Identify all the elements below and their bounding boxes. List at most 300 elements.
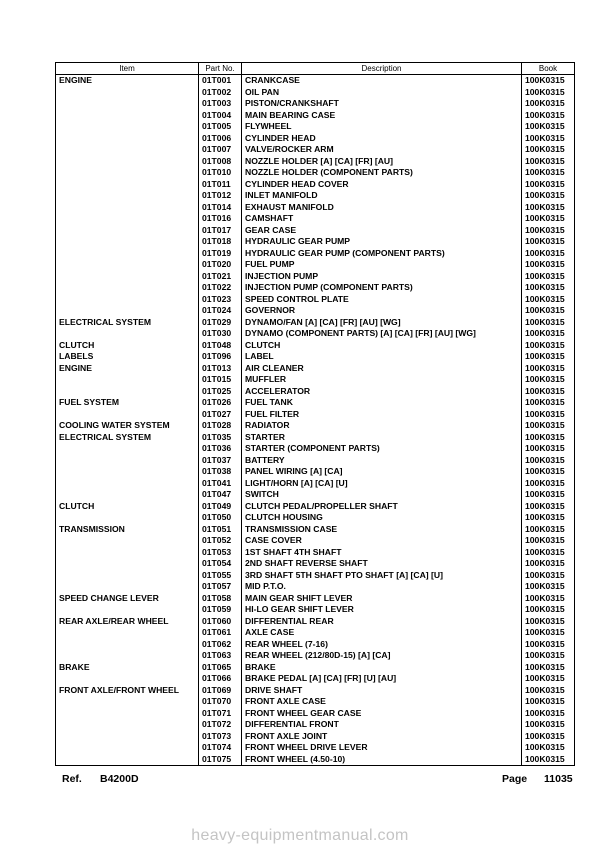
row-description: PISTON/CRANKSHAFT [242, 98, 522, 110]
row-book: 100K0315 [522, 489, 575, 501]
row-description: TRANSMISSION CASE [242, 524, 522, 536]
header-description: Description [242, 63, 522, 75]
table-row [56, 719, 575, 731]
row-part-no: 01T060 [199, 616, 242, 628]
row-item: TRANSMISSION [56, 524, 199, 536]
row-part-no: 01T054 [199, 558, 242, 570]
row-item [56, 121, 199, 133]
row-part-no: 01T061 [199, 627, 242, 639]
row-book: 100K0315 [522, 696, 575, 708]
row-description: HI-LO GEAR SHIFT LEVER [242, 604, 522, 616]
table-row [56, 156, 575, 168]
row-book: 100K0315 [522, 742, 575, 754]
row-description: CLUTCH PEDAL/PROPELLER SHAFT [242, 501, 522, 513]
row-item [56, 673, 199, 685]
row-item: CLUTCH [56, 340, 199, 352]
row-description: FUEL TANK [242, 397, 522, 409]
row-book: 100K0315 [522, 432, 575, 444]
row-description: INJECTION PUMP (COMPONENT PARTS) [242, 282, 522, 294]
row-item [56, 570, 199, 582]
row-part-no: 01T038 [199, 466, 242, 478]
row-description: OIL PAN [242, 87, 522, 99]
model-number: B4200D [100, 773, 139, 785]
row-book: 100K0315 [522, 317, 575, 329]
row-description: HYDRAULIC GEAR PUMP [242, 236, 522, 248]
table-row [56, 351, 575, 363]
row-book: 100K0315 [522, 719, 575, 731]
row-description: DYNAMO/FAN [A] [CA] [FR] [AU] [WG] [242, 317, 522, 329]
table-row [56, 87, 575, 99]
row-item [56, 98, 199, 110]
row-book: 100K0315 [522, 581, 575, 593]
table-row [56, 259, 575, 271]
row-part-no: 01T020 [199, 259, 242, 271]
row-part-no: 01T017 [199, 225, 242, 237]
row-item [56, 639, 199, 651]
row-book: 100K0315 [522, 305, 575, 317]
row-description: CLUTCH [242, 340, 522, 352]
row-part-no: 01T001 [199, 75, 242, 87]
row-part-no: 01T011 [199, 179, 242, 191]
row-item [56, 443, 199, 455]
row-part-no: 01T029 [199, 317, 242, 329]
row-item [56, 489, 199, 501]
row-book: 100K0315 [522, 179, 575, 191]
table-row [56, 133, 575, 145]
row-item [56, 294, 199, 306]
row-item [56, 604, 199, 616]
row-part-no: 01T051 [199, 524, 242, 536]
table-row [56, 547, 575, 559]
row-description: INLET MANIFOLD [242, 190, 522, 202]
row-book: 100K0315 [522, 501, 575, 513]
row-book: 100K0315 [522, 190, 575, 202]
row-item [56, 719, 199, 731]
table-row [56, 386, 575, 398]
row-item [56, 708, 199, 720]
table-row [56, 455, 575, 467]
table-row [56, 225, 575, 237]
row-description: FRONT WHEEL (4.50-10) [242, 754, 522, 766]
row-item [56, 581, 199, 593]
page-label: Page [502, 773, 528, 785]
row-book: 100K0315 [522, 351, 575, 363]
row-part-no: 01T021 [199, 271, 242, 283]
row-part-no: 01T016 [199, 213, 242, 225]
row-description: CRANKCASE [242, 75, 522, 87]
table-row [56, 121, 575, 133]
table-row [56, 202, 575, 214]
row-book: 100K0315 [522, 236, 575, 248]
row-item [56, 535, 199, 547]
table-row [56, 731, 575, 743]
row-description: GOVERNOR [242, 305, 522, 317]
row-item [56, 259, 199, 271]
table-row [56, 397, 575, 409]
row-description: MID P.T.O. [242, 581, 522, 593]
row-item [56, 627, 199, 639]
row-description: 1ST SHAFT 4TH SHAFT [242, 547, 522, 559]
row-item [56, 650, 199, 662]
row-description: STARTER [242, 432, 522, 444]
row-item [56, 547, 199, 559]
row-item [56, 110, 199, 122]
page-footer [62, 773, 582, 789]
row-item: LABELS [56, 351, 199, 363]
row-description: HYDRAULIC GEAR PUMP (COMPONENT PARTS) [242, 248, 522, 260]
row-part-no: 01T062 [199, 639, 242, 651]
row-book: 100K0315 [522, 754, 575, 766]
row-book: 100K0315 [522, 639, 575, 651]
table-row [56, 524, 575, 536]
row-book: 100K0315 [522, 374, 575, 386]
row-book: 100K0315 [522, 156, 575, 168]
row-part-no: 01T074 [199, 742, 242, 754]
watermark-text: heavy-equipmentmanual.com [191, 827, 409, 844]
row-item [56, 144, 199, 156]
row-book: 100K0315 [522, 466, 575, 478]
table-row [56, 363, 575, 375]
row-description: REAR WHEEL (7-16) [242, 639, 522, 651]
table-row [56, 236, 575, 248]
row-book: 100K0315 [522, 87, 575, 99]
ref-label: Ref. [62, 773, 82, 785]
row-part-no: 01T041 [199, 478, 242, 490]
row-description: MAIN GEAR SHIFT LEVER [242, 593, 522, 605]
row-description: REAR WHEEL (212/80D-15) [A] [CA] [242, 650, 522, 662]
row-item [56, 409, 199, 421]
table-row [56, 190, 575, 202]
row-description: VALVE/ROCKER ARM [242, 144, 522, 156]
table-header-row [56, 63, 575, 75]
row-item [56, 328, 199, 340]
row-item [56, 374, 199, 386]
table-row [56, 248, 575, 260]
row-description: NOZZLE HOLDER (COMPONENT PARTS) [242, 167, 522, 179]
row-book: 100K0315 [522, 75, 575, 87]
row-part-no: 01T047 [199, 489, 242, 501]
row-part-no: 01T057 [199, 581, 242, 593]
row-part-no: 01T025 [199, 386, 242, 398]
row-part-no: 01T036 [199, 443, 242, 455]
row-description: FRONT WHEEL DRIVE LEVER [242, 742, 522, 754]
row-description: AIR CLEANER [242, 363, 522, 375]
table-row [56, 144, 575, 156]
table-row [56, 650, 575, 662]
row-book: 100K0315 [522, 294, 575, 306]
row-description: AXLE CASE [242, 627, 522, 639]
row-part-no: 01T035 [199, 432, 242, 444]
row-item [56, 696, 199, 708]
page-number: 11035 [544, 773, 573, 785]
row-book: 100K0315 [522, 662, 575, 674]
table-row [56, 501, 575, 513]
row-book: 100K0315 [522, 443, 575, 455]
table-row [56, 478, 575, 490]
row-part-no: 01T028 [199, 420, 242, 432]
row-book: 100K0315 [522, 673, 575, 685]
row-book: 100K0315 [522, 708, 575, 720]
row-part-no: 01T010 [199, 167, 242, 179]
row-item [56, 386, 199, 398]
row-description: ACCELERATOR [242, 386, 522, 398]
row-book: 100K0315 [522, 133, 575, 145]
row-description: CASE COVER [242, 535, 522, 547]
row-book: 100K0315 [522, 535, 575, 547]
row-description: 3RD SHAFT 5TH SHAFT PTO SHAFT [A] [CA] [U] [242, 570, 522, 582]
table-row [56, 662, 575, 674]
table-row [56, 420, 575, 432]
header-book: Book [522, 63, 575, 75]
row-item [56, 455, 199, 467]
row-book: 100K0315 [522, 282, 575, 294]
row-part-no: 01T002 [199, 87, 242, 99]
row-description: CYLINDER HEAD [242, 133, 522, 145]
row-book: 100K0315 [522, 731, 575, 743]
row-part-no: 01T019 [199, 248, 242, 260]
row-part-no: 01T070 [199, 696, 242, 708]
row-item [56, 305, 199, 317]
row-item: ENGINE [56, 75, 199, 87]
row-book: 100K0315 [522, 604, 575, 616]
row-book: 100K0315 [522, 248, 575, 260]
table-row [56, 512, 575, 524]
row-book: 100K0315 [522, 420, 575, 432]
table-row [56, 282, 575, 294]
row-book: 100K0315 [522, 650, 575, 662]
row-book: 100K0315 [522, 225, 575, 237]
row-item [56, 512, 199, 524]
row-item: REAR AXLE/REAR WHEEL [56, 616, 199, 628]
row-item [56, 179, 199, 191]
row-book: 100K0315 [522, 386, 575, 398]
row-part-no: 01T072 [199, 719, 242, 731]
row-book: 100K0315 [522, 202, 575, 214]
row-book: 100K0315 [522, 271, 575, 283]
table-row [56, 639, 575, 651]
row-part-no: 01T073 [199, 731, 242, 743]
row-item [56, 754, 199, 766]
row-description: FUEL FILTER [242, 409, 522, 421]
table-row [56, 570, 575, 582]
row-book: 100K0315 [522, 616, 575, 628]
row-description: EXHAUST MANIFOLD [242, 202, 522, 214]
row-item [56, 87, 199, 99]
row-part-no: 01T096 [199, 351, 242, 363]
row-description: STARTER (COMPONENT PARTS) [242, 443, 522, 455]
row-item [56, 282, 199, 294]
row-item: CLUTCH [56, 501, 199, 513]
row-description: MAIN BEARING CASE [242, 110, 522, 122]
row-description: FLYWHEEL [242, 121, 522, 133]
table-row [56, 317, 575, 329]
row-part-no: 01T007 [199, 144, 242, 156]
row-description: FRONT WHEEL GEAR CASE [242, 708, 522, 720]
row-item [56, 156, 199, 168]
table-row [56, 432, 575, 444]
row-item: FRONT AXLE/FRONT WHEEL [56, 685, 199, 697]
row-part-no: 01T065 [199, 662, 242, 674]
table-row [56, 179, 575, 191]
table-row [56, 685, 575, 697]
row-description: CAMSHAFT [242, 213, 522, 225]
row-part-no: 01T018 [199, 236, 242, 248]
row-item: ELECTRICAL SYSTEM [56, 317, 199, 329]
table-row [56, 593, 575, 605]
table-row [56, 489, 575, 501]
parts-catalog-sheet [55, 62, 574, 766]
row-book: 100K0315 [522, 570, 575, 582]
row-part-no: 01T006 [199, 133, 242, 145]
row-part-no: 01T071 [199, 708, 242, 720]
row-part-no: 01T003 [199, 98, 242, 110]
row-part-no: 01T015 [199, 374, 242, 386]
table-row [56, 213, 575, 225]
row-description: MUFFLER [242, 374, 522, 386]
row-description: DIFFERENTIAL FRONT [242, 719, 522, 731]
table-row [56, 696, 575, 708]
table-row [56, 294, 575, 306]
row-description: RADIATOR [242, 420, 522, 432]
row-description: 2ND SHAFT REVERSE SHAFT [242, 558, 522, 570]
row-item: COOLING WATER SYSTEM [56, 420, 199, 432]
row-item [56, 190, 199, 202]
row-part-no: 01T008 [199, 156, 242, 168]
table-row [56, 754, 575, 766]
header-part-no: Part No. [199, 63, 242, 75]
row-part-no: 01T049 [199, 501, 242, 513]
row-part-no: 01T012 [199, 190, 242, 202]
row-item [56, 213, 199, 225]
row-part-no: 01T023 [199, 294, 242, 306]
row-book: 100K0315 [522, 478, 575, 490]
row-item [56, 466, 199, 478]
table-row [56, 604, 575, 616]
row-description: DIFFERENTIAL REAR [242, 616, 522, 628]
table-row [56, 627, 575, 639]
row-book: 100K0315 [522, 558, 575, 570]
row-book: 100K0315 [522, 455, 575, 467]
row-part-no: 01T022 [199, 282, 242, 294]
row-item [56, 271, 199, 283]
table-row [56, 328, 575, 340]
row-part-no: 01T050 [199, 512, 242, 524]
row-description: FUEL PUMP [242, 259, 522, 271]
row-book: 100K0315 [522, 512, 575, 524]
row-part-no: 01T059 [199, 604, 242, 616]
row-item [56, 558, 199, 570]
table-row [56, 98, 575, 110]
table-row [56, 271, 575, 283]
row-description: LIGHT/HORN [A] [CA] [U] [242, 478, 522, 490]
row-book: 100K0315 [522, 593, 575, 605]
row-part-no: 01T004 [199, 110, 242, 122]
row-description: FRONT AXLE JOINT [242, 731, 522, 743]
row-part-no: 01T058 [199, 593, 242, 605]
row-part-no: 01T024 [199, 305, 242, 317]
row-item: SPEED CHANGE LEVER [56, 593, 199, 605]
table-row [56, 581, 575, 593]
row-item [56, 202, 199, 214]
table-row [56, 409, 575, 421]
row-book: 100K0315 [522, 144, 575, 156]
row-book: 100K0315 [522, 627, 575, 639]
row-book: 100K0315 [522, 98, 575, 110]
row-item [56, 742, 199, 754]
row-book: 100K0315 [522, 685, 575, 697]
row-part-no: 01T005 [199, 121, 242, 133]
row-description: SWITCH [242, 489, 522, 501]
row-book: 100K0315 [522, 397, 575, 409]
row-part-no: 01T069 [199, 685, 242, 697]
row-item [56, 225, 199, 237]
row-book: 100K0315 [522, 259, 575, 271]
table-body [56, 75, 575, 766]
table-row [56, 110, 575, 122]
row-part-no: 01T026 [199, 397, 242, 409]
row-book: 100K0315 [522, 409, 575, 421]
row-description: CYLINDER HEAD COVER [242, 179, 522, 191]
row-part-no: 01T053 [199, 547, 242, 559]
table-row [56, 558, 575, 570]
row-description: DYNAMO (COMPONENT PARTS) [A] [CA] [FR] [AU] [WG] [242, 328, 522, 340]
table-row [56, 742, 575, 754]
row-part-no: 01T030 [199, 328, 242, 340]
table-row [56, 75, 575, 87]
row-description: CLUTCH HOUSING [242, 512, 522, 524]
row-description: BATTERY [242, 455, 522, 467]
row-part-no: 01T075 [199, 754, 242, 766]
row-description: GEAR CASE [242, 225, 522, 237]
row-item [56, 731, 199, 743]
row-part-no: 01T052 [199, 535, 242, 547]
row-part-no: 01T048 [199, 340, 242, 352]
row-part-no: 01T063 [199, 650, 242, 662]
row-description: LABEL [242, 351, 522, 363]
row-part-no: 01T066 [199, 673, 242, 685]
header-item: Item [56, 63, 199, 75]
table-row [56, 673, 575, 685]
table-row [56, 708, 575, 720]
table-row [56, 305, 575, 317]
row-item: ELECTRICAL SYSTEM [56, 432, 199, 444]
table-row [56, 340, 575, 352]
row-description: PANEL WIRING [A] [CA] [242, 466, 522, 478]
row-description: FRONT AXLE CASE [242, 696, 522, 708]
row-item: FUEL SYSTEM [56, 397, 199, 409]
row-description: SPEED CONTROL PLATE [242, 294, 522, 306]
row-part-no: 01T014 [199, 202, 242, 214]
row-book: 100K0315 [522, 213, 575, 225]
row-book: 100K0315 [522, 340, 575, 352]
row-part-no: 01T037 [199, 455, 242, 467]
row-book: 100K0315 [522, 363, 575, 375]
row-book: 100K0315 [522, 110, 575, 122]
row-description: BRAKE [242, 662, 522, 674]
row-book: 100K0315 [522, 328, 575, 340]
parts-table [55, 62, 575, 766]
row-description: INJECTION PUMP [242, 271, 522, 283]
table-row [56, 167, 575, 179]
table-row [56, 374, 575, 386]
row-item [56, 248, 199, 260]
row-description: BRAKE PEDAL [A] [CA] [FR] [U] [AU] [242, 673, 522, 685]
table-row [56, 535, 575, 547]
row-item [56, 478, 199, 490]
table-row [56, 443, 575, 455]
row-item [56, 133, 199, 145]
row-item: BRAKE [56, 662, 199, 674]
